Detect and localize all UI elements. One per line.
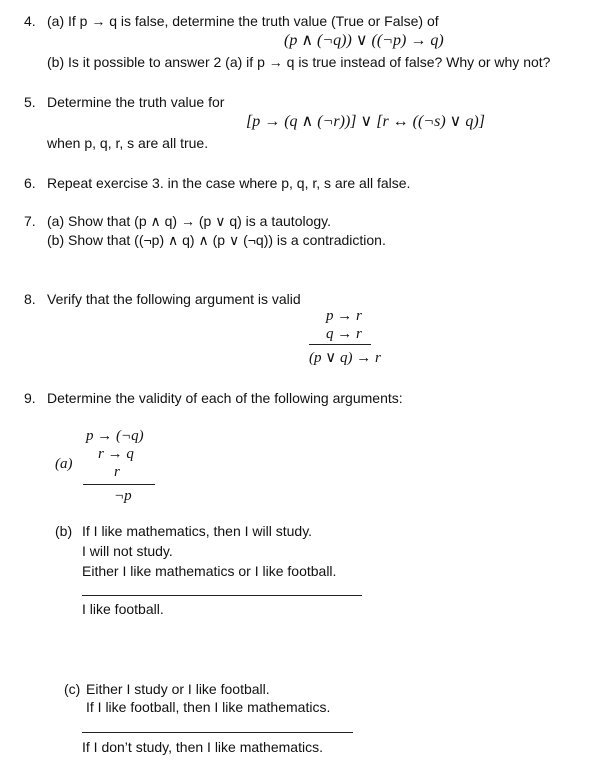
question-9a-inference-line: [83, 484, 155, 485]
question-9c-conclusion: If I don’t study, then I like mathematics.: [82, 739, 323, 755]
question-8-premise-2: q → r: [326, 326, 362, 342]
question-9c-label: (c): [64, 681, 81, 697]
question-5-formula: [p → (q ∧ (¬r))] ∨ [r ↔ ((¬s) ∨ q)]: [246, 113, 485, 130]
question-9a-premise-1: p → (¬q): [86, 428, 144, 444]
question-9-text: Determine the validity of each of the following arguments:: [47, 390, 403, 406]
question-4a-formula: (p ∧ (¬q)) ∨ ((¬p) → q): [284, 32, 444, 49]
question-8-conclusion: (p ∨ q) → r: [309, 350, 381, 366]
question-9a-premise-3: r: [114, 464, 120, 480]
question-5-number: 5.: [24, 94, 36, 110]
question-5-text: Determine the truth value for: [47, 94, 225, 110]
question-9c-premise-1: Either I study or I like football.: [86, 681, 270, 697]
question-9-number: 9.: [24, 390, 36, 406]
question-8-number: 8.: [24, 291, 36, 307]
question-9b-label: (b): [55, 523, 73, 539]
question-4a-text: (a) If p → q is false, determine the truth value (True or False) of: [47, 13, 439, 29]
question-4-number: 4.: [24, 13, 36, 29]
question-9b-inference-line: [82, 595, 362, 596]
question-9a-label: (a): [55, 456, 73, 472]
question-7a-text: (a) Show that (p ∧ q) → (p ∨ q) is a tautology.: [47, 213, 332, 229]
question-5-when: when p, q, r, s are all true.: [47, 135, 209, 151]
question-8-premise-1: p → r: [326, 308, 362, 324]
question-4b-text: (b) Is it possible to answer 2 (a) if p → q is true instead of false? Why or why not?: [47, 54, 551, 70]
question-9c-inference-line: [82, 732, 353, 733]
question-8-text: Verify that the following argument is valid: [47, 291, 301, 307]
question-6-number: 6.: [24, 175, 36, 191]
question-9a-premise-2: r → q: [98, 446, 134, 462]
question-7-number: 7.: [24, 213, 36, 229]
question-6-text: Repeat exercise 3. in the case where p, q, r, s are all false.: [47, 175, 411, 191]
question-9b-premise-3: Either I like mathematics or I like football.: [82, 563, 337, 579]
question-9b-premise-2: I will not study.: [82, 543, 173, 559]
question-9b-conclusion: I like football.: [82, 601, 164, 617]
question-8-inference-line: [309, 344, 371, 345]
question-9c-premise-2: If I like football, then I like mathematics.: [86, 699, 331, 715]
question-9b-premise-1: If I like mathematics, then I will study.: [82, 523, 313, 539]
question-7b-text: (b) Show that ((¬p) ∧ q) ∧ (p ∨ (¬q)) is a contradiction.: [47, 232, 386, 248]
question-9a-conclusion: ¬p: [114, 488, 132, 504]
